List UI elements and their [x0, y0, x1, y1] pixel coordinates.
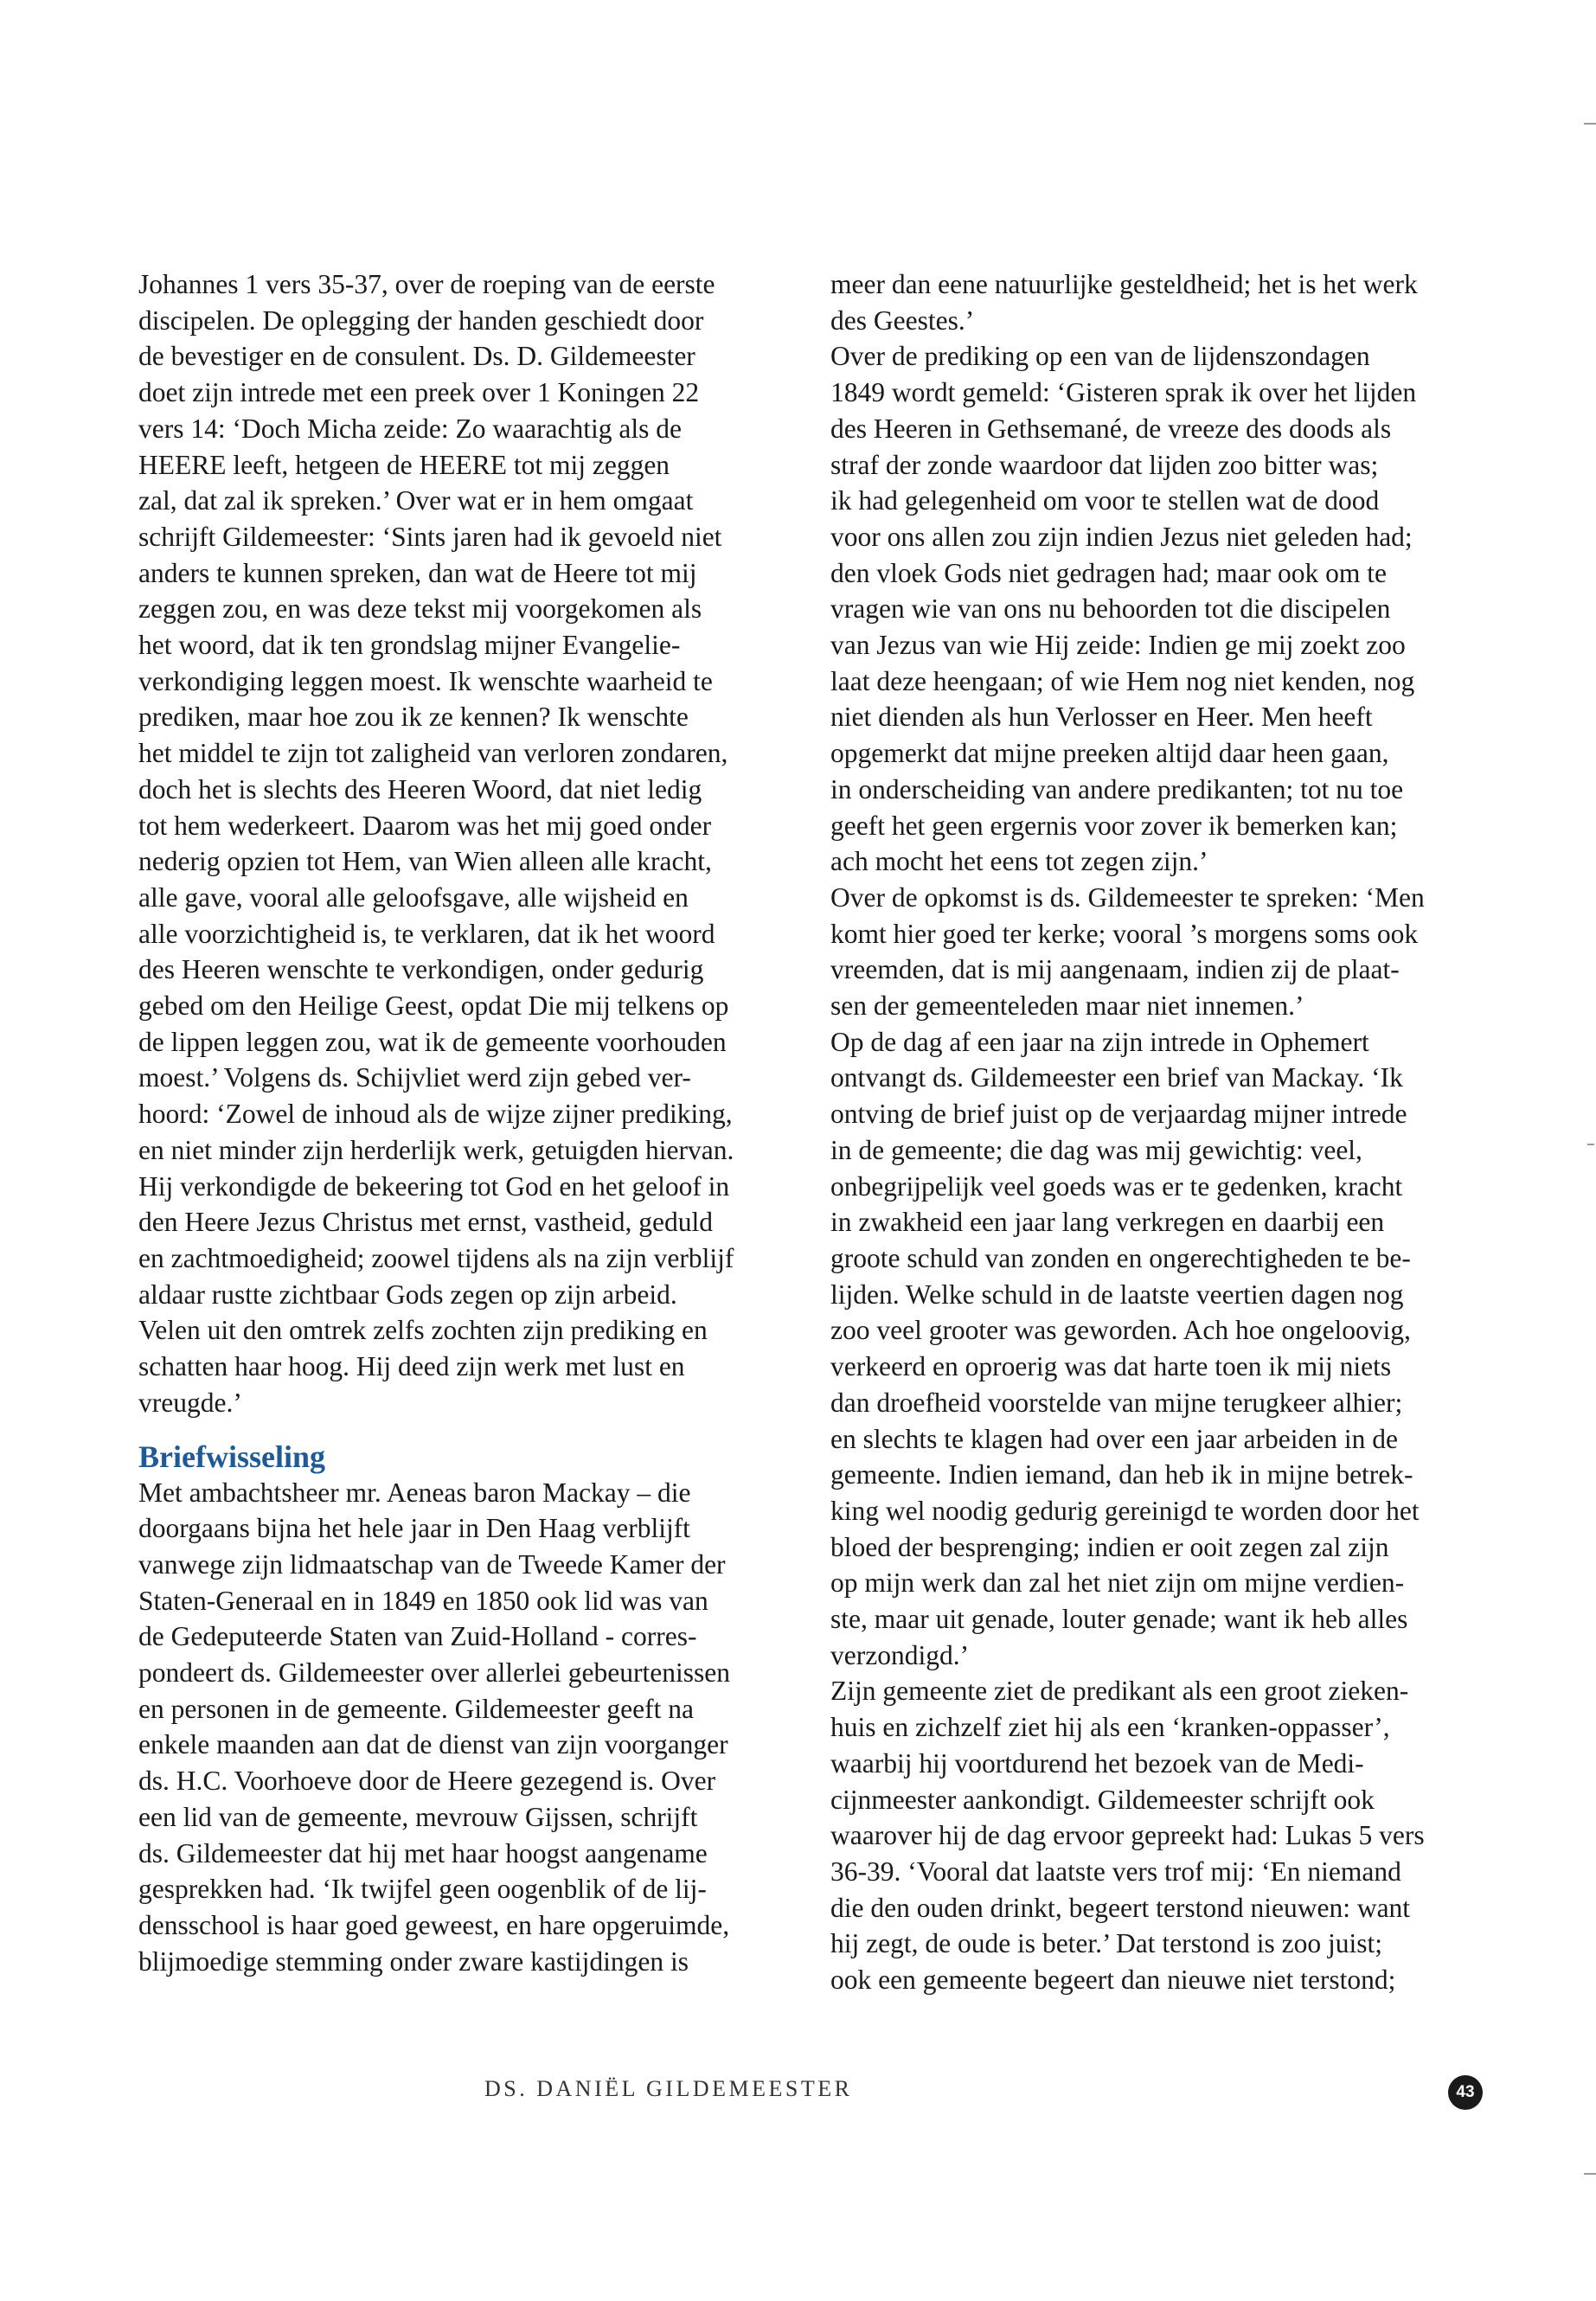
text-line: in onderscheiding van andere predikanten; tot nu toe	[830, 773, 1404, 804]
text-line: de lippen leggen zou, wat ik de gemeente voorhouden	[138, 1026, 727, 1057]
text-line: alle voorzichtigheid is, te verklaren, dat ik het woord	[138, 918, 715, 949]
text-line: voor ons allen zou zijn indien Jezus niet geleden had;	[830, 521, 1413, 552]
text-line: vreemden, dat is mij aangenaam, indien zij de plaat-	[830, 954, 1400, 985]
text-line: anders te kunnen spreken, dan wat de Heere tot mij	[138, 557, 697, 588]
text-line: HEERE leeft, hetgeen de HEERE tot mij zeggen	[138, 449, 670, 480]
text-line: Staten-Generaal en in 1849 en 1850 ook lid was van	[138, 1585, 708, 1616]
text-line: in zwakheid een jaar lang verkregen en daarbij een	[830, 1207, 1385, 1238]
running-footer-title: DS. DANIËL GILDEMEESTER	[484, 2076, 853, 2101]
text-line: zal, dat zal ik spreken.’ Over wat er in hem omgaat	[138, 485, 694, 516]
text-line: hij zegt, de oude is beter.’ Dat terstond is zoo juist;	[830, 1928, 1383, 1959]
text-line: van Jezus van wie Hij zeide: Indien ge mij zoekt zoo	[830, 630, 1406, 661]
text-line: nederig opzien tot Hem, van Wien alleen alle kracht,	[138, 846, 712, 877]
text-line: onbegrijpelijk veel goeds was er te gedenken, kracht	[830, 1170, 1403, 1202]
text-line: enkele maanden aan dat de dienst van zijn voorganger	[138, 1729, 728, 1760]
text-line: moest.’ Volgens ds. Schijvliet werd zijn gebed ver-	[138, 1062, 691, 1093]
text-line: in de gemeente; die dag was mij gewichtig: veel,	[830, 1134, 1362, 1165]
text-line: ook een gemeente begeert dan nieuwe niet terstond;	[830, 1965, 1396, 1996]
crop-mark	[1587, 1144, 1594, 1145]
text-line: 36-39. ‘Vooral dat laatste vers trof mij: ‘En niemand	[830, 1856, 1401, 1887]
text-line: en niet minder zijn herderlijk werk, getuigden hiervan.	[138, 1134, 734, 1165]
text-line: doorgaans bijna het hele jaar in Den Haag verblijft	[138, 1513, 690, 1544]
text-line: schatten haar hoog. Hij deed zijn werk met lust en	[138, 1351, 685, 1382]
text-line: zeggen zou, en was deze tekst mij voorgekomen als	[138, 593, 702, 625]
text-line: de Gedeputeerde Staten van Zuid-Holland - corres-	[138, 1621, 697, 1652]
text-line: meer dan eene natuurlijke gesteldheid; het is het werk	[830, 269, 1418, 299]
text-line: bloed der besprenging; indien er ooit zegen zal zijn	[830, 1531, 1389, 1562]
text-line: gesprekken had. ‘Ik twijfel geen oogenblik of de lij-	[138, 1874, 707, 1905]
text-line: lijden. Welke schuld in de laatste veertien dagen nog	[830, 1279, 1404, 1310]
text-line: ach mocht het eens tot zegen zijn.’	[830, 846, 1208, 877]
text-line: Op de dag af een jaar na zijn intrede in Ophemert	[830, 1026, 1369, 1057]
text-line: blijmoedige stemming onder zware kastijdingen is	[138, 1945, 689, 1977]
text-line: 1849 wordt gemeld: ‘Gisteren sprak ik over het lijden	[830, 377, 1417, 408]
text-line: den vloek Gods niet gedragen had; maar ook om te	[830, 557, 1387, 588]
text-line: gemeente. Indien iemand, dan heb ik in mijne betrek-	[830, 1459, 1413, 1490]
text-line: pondeert ds. Gildemeester over allerlei gebeurtenissen	[138, 1657, 730, 1689]
text-line: schrijft Gildemeester: ‘Sints jaren had ik gevoeld niet	[138, 521, 722, 552]
text-line: hoord: ‘Zowel de inhoud als de wijze zijner prediking,	[138, 1099, 733, 1130]
text-line: vreugde.’	[138, 1387, 242, 1418]
text-line: en slechts te klagen had over een jaar arbeiden in de	[830, 1423, 1398, 1454]
text-line: het middel te zijn tot zaligheid van verloren zondaren,	[138, 738, 728, 769]
text-line: des Geestes.’	[830, 304, 975, 336]
text-line: huis en zichzelf ziet hij als een ‘kranken-oppasser’,	[830, 1712, 1390, 1743]
text-line: die den ouden drinkt, begeert terstond nieuwen: want	[830, 1892, 1411, 1923]
section-heading: Briefwisseling	[138, 1439, 325, 1474]
text-line: komt hier goed ter kerke; vooral ’s morgens soms ook	[830, 918, 1419, 949]
text-line: king wel noodig gedurig gereinigd te worden door het	[830, 1495, 1420, 1526]
right-column	[830, 266, 1492, 1998]
left-paragraph-1	[138, 266, 796, 1421]
text-line: prediken, maar hoe zou ik ze kennen? Ik wenschte	[138, 702, 689, 733]
text-line: Zijn gemeente ziet de predikant als een groot zieken-	[830, 1676, 1409, 1707]
text-line: geeft het geen ergernis voor zover ik bemerken kan;	[830, 810, 1398, 841]
text-line: sen der gemeenteleden maar niet innemen.’	[830, 990, 1304, 1022]
text-line: groote schuld van zonden en ongerechtigheden te be-	[830, 1242, 1411, 1273]
text-line: verkondiging leggen moest. Ik wenschte waarheid te	[138, 665, 713, 696]
text-line: opgemerkt dat mijne preeken altijd daar heen gaan,	[830, 738, 1389, 769]
left-paragraph-2	[138, 1475, 796, 1980]
crop-mark	[1584, 2173, 1596, 2175]
text-line: ontving de brief juist op de verjaardag mijner intrede	[830, 1099, 1407, 1130]
text-line: ds. Gildemeester dat hij met haar hoogst aangename	[138, 1837, 708, 1868]
text-line: des Heeren wenschte te verkondigen, onder gedurig	[138, 954, 704, 985]
text-line: des Heeren in Gethsemané, de vreeze des doods als	[830, 413, 1392, 444]
text-line: ste, maar uit genade, louter genade; want ik heb alles	[830, 1604, 1408, 1635]
text-line: cijnmeester aankondigt. Gildemeester schrijft ook	[830, 1784, 1375, 1815]
text-line: het woord, dat ik ten grondslag mijner Evangelie-	[138, 630, 681, 661]
text-line: en personen in de gemeente. Gildemeester geeft na	[138, 1693, 694, 1724]
text-line: verkeerd en oproerig was dat harte toen ik mij niets	[830, 1351, 1392, 1382]
text-line: Met ambachtsheer mr. Aeneas baron Mackay – die	[138, 1477, 691, 1508]
page-number: 43	[1448, 2075, 1483, 2110]
text-line: Hij verkondigde de bekeering tot God en het geloof in	[138, 1170, 730, 1202]
text-line: gebed om den Heilige Geest, opdat Die mij telkens op	[138, 990, 729, 1022]
text-line: vers 14: ‘Doch Micha zeide: Zo waarachtig als de	[138, 413, 683, 444]
text-line: vanwege zijn lidmaatschap van de Tweede Kamer der	[138, 1548, 726, 1580]
text-line: den Heere Jezus Christus met ernst, vastheid, geduld	[138, 1207, 713, 1238]
text-line: vragen wie van ons nu behoorden tot die discipelen	[830, 593, 1391, 625]
text-line: op mijn werk dan zal het niet zijn om mijne verdien-	[830, 1567, 1405, 1599]
text-line: ik had gelegenheid om voor te stellen wat de dood	[830, 485, 1380, 516]
text-line: en zachtmoedigheid; zoowel tijdens als na zijn verblijf	[138, 1242, 734, 1273]
text-line: dan droefheid voorstelde van mijne terugkeer alhier;	[830, 1387, 1403, 1418]
text-line: Over de opkomst is ds. Gildemeester te spreken: ‘Men	[830, 881, 1425, 913]
text-line: doet zijn intrede met een preek over 1 Koningen 22	[138, 377, 700, 408]
text-line: densschool is haar goed geweest, en hare opgeruimde,	[138, 1909, 730, 1940]
text-line: waarbij hij voortdurend het bezoek van de Medi-	[830, 1747, 1364, 1779]
text-line: zoo veel grooter was geworden. Ach hoe ongeloovig,	[830, 1315, 1411, 1346]
text-line: ds. H.C. Voorhoeve door de Heere gezegend is. Over	[138, 1766, 716, 1797]
text-line: Velen uit den omtrek zelfs zochten zijn prediking en	[138, 1315, 708, 1346]
text-line: verzondigd.’	[830, 1639, 970, 1670]
left-column	[138, 266, 796, 1979]
text-line: discipelen. De oplegging der handen geschiedt door	[138, 304, 704, 336]
text-line: laat deze heengaan; of wie Hem nog niet kenden, nog	[830, 665, 1415, 696]
text-line: Over de prediking op een van de lijdenszondagen	[830, 341, 1370, 372]
crop-mark	[1584, 123, 1596, 125]
text-line: tot hem wederkeert. Daarom was het mij goed onder	[138, 810, 712, 841]
text-line: de bevestiger en de consulent. Ds. D. Gildemeester	[138, 341, 695, 372]
text-line: doch het is slechts des Heeren Woord, dat niet ledig	[138, 773, 702, 804]
text-line: straf der zonde waardoor dat lijden zoo bitter was;	[830, 449, 1379, 480]
text-line: Johannes 1 vers 35-37, over de roeping van de eerste	[138, 269, 715, 299]
text-line: ontvangt ds. Gildemeester een brief van Mackay. ‘Ik	[830, 1062, 1403, 1093]
text-line: waarover hij de dag ervoor gepreekt had: Lukas 5 vers	[830, 1820, 1425, 1851]
text-line: een lid van de gemeente, mevrouw Gijssen, schrijft	[138, 1801, 698, 1832]
text-line: aldaar rustte zichtbaar Gods zegen op zijn arbeid.	[138, 1279, 677, 1310]
text-line: niet dienden als hun Verlosser en Heer. Men heeft	[830, 702, 1373, 733]
text-line: alle gave, vooral alle geloofsgave, alle wijsheid en	[138, 881, 689, 913]
